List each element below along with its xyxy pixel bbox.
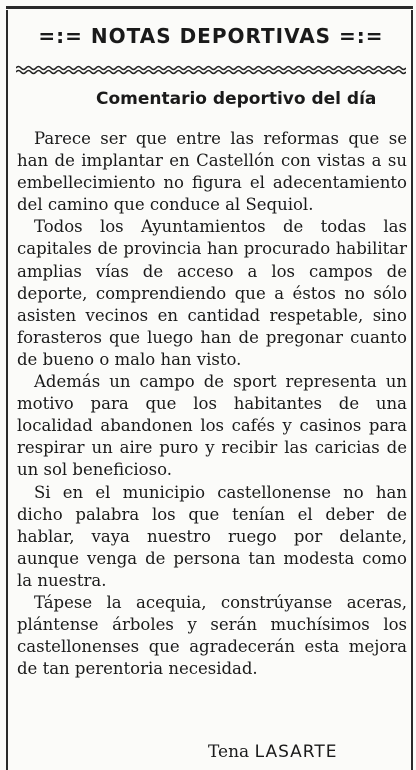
article-paragraph: Todos los Ayuntamientos de todas las capitales de provincia han procurado habilitar amplias vías de acceso a los campos de deporte, comprendiendo que a éstos no sólo asisten vecinos en cantidad respetable, sino forasteros que luego han de pregonar cuanto de bueno o malo han visto.: [17, 217, 407, 369]
author-last-name: LASARTE: [254, 742, 338, 762]
article-body: [17, 128, 407, 680]
article-paragraph: Además un campo de sport representa un motivo para que los habitantes de una localidad abandonen los cafés y casinos para respirar un aire puro y recibir las caricias de un sol beneficioso.: [17, 372, 407, 480]
section-heading: =:= NOTAS DEPORTIVAS =:=: [38, 24, 384, 48]
article-paragraph: Tápese la acequia, constrúyanse aceras, plántense árboles y serán muchísimos los castellonenses que agradecerán esta mejora de tan perentoria necesidad.: [17, 592, 407, 679]
article-paragraph: Si en el municipio castellonense no han dicho palabra los que tenían el deber de hablar, vaya nuestro ruego por delante, aunque venga de persona tan modesta como la nuestra.: [17, 482, 407, 590]
top-border-rule: [6, 6, 413, 9]
article-paragraph: Parece ser que entre las reformas que se han de implantar en Castellón con vistas a su embellecimiento no figura el adecentamiento del camino que conduce al Sequiol.: [17, 129, 407, 215]
author-signature: [208, 742, 338, 762]
author-first-name: Tena: [208, 742, 250, 762]
wavy-divider: [16, 64, 406, 76]
left-border-rule: [6, 10, 8, 770]
article-subtitle: Comentario deportivo del día: [96, 89, 377, 109]
right-border-rule: [411, 10, 413, 770]
